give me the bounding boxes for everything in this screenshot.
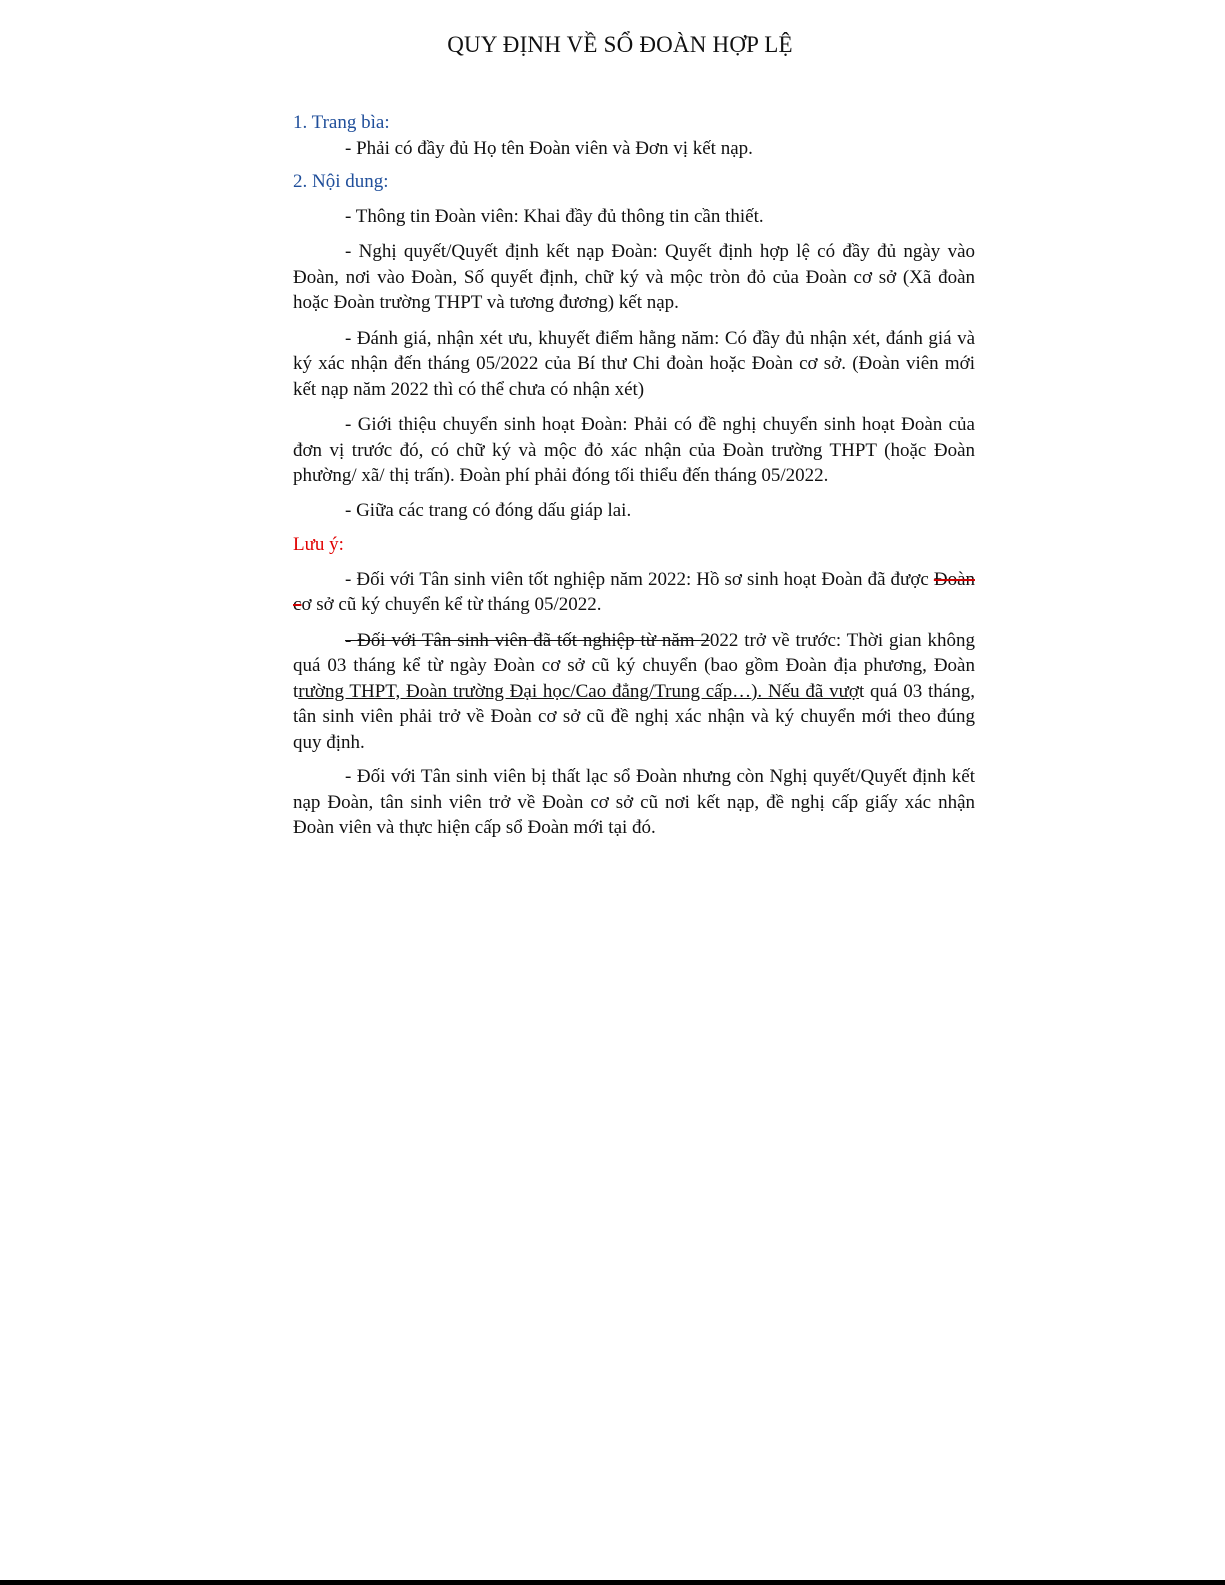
note2-strikethrough-text: - Đối với Tân sinh viên đã tốt nghiệp từ năm 2 [345, 629, 710, 651]
section-heading-cover: 1. Trang bìa: [293, 112, 390, 133]
note1-text-b: ơ sở cũ ký chuyển kể từ tháng 05/2022. [301, 594, 602, 615]
note1-text-a: - Đối với Tân sinh viên tốt nghiệp năm 2022: Hồ sơ sinh hoạt Đoàn đã được [345, 568, 934, 590]
content-paragraph-page-seal: - Giữa các trang có đóng dấu giáp lai. [345, 499, 632, 521]
note-paragraph-lost-book: - Đối với Tân sinh viên bị thất lạc sổ Đoàn nhưng còn Nghị quyết/Quyết định kết nạp Đoàn, tân sinh viên trở về Đoàn cơ sở cũ nơi kết nạp, đề nghị cấp giấy xác nhận Đoàn viên và thực hiện cấp sổ Đoàn mới tại đó. [293, 766, 975, 838]
note1-strikethrough-text: Đoàn c [293, 568, 975, 615]
document-body [293, 110, 975, 841]
content-paragraph-transfer: - Giới thiệu chuyển sinh hoạt Đoàn: Phải có đề nghị chuyển sinh hoạt Đoàn của đơn vị trước đó, có chữ ký và mộc đỏ xác nhận của Đoàn trường THPT (hoặc Đoàn phường/ xã/ thị trấn). Đoàn phí phải đóng tối thiểu đến tháng 05/2022. [293, 414, 975, 486]
note2-text-a: 022 trở về trước: Thời gian không quá 03 tháng kể từ ngày Đoàn cơ sở cũ ký chuyển (bao gồm Đoàn địa phương, Đoàn t [293, 629, 975, 702]
section-heading-content: 2. Nội dung: [293, 171, 389, 192]
cover-requirement: - Phải có đầy đủ Họ tên Đoàn viên và Đơn vị kết nạp. [345, 137, 753, 159]
document-title: QUY ĐỊNH VỀ SỔ ĐOÀN HỢP LỆ [447, 32, 793, 57]
note2-underlined-text: rường THPT, Đoàn trường Đại học/Cao đẳng/Trung cấp…). Nếu đã vượ [298, 680, 859, 702]
note-paragraph-2022-graduates [293, 567, 975, 618]
content-paragraph-annual-evaluation: - Đánh giá, nhận xét ưu, khuyết điểm hằng năm: Có đầy đủ nhận xét, đánh giá và ký xác nhận đến tháng 05/2022 của Bí thư Chi đoàn hoặc Đoàn cơ sở. (Đoàn viên mới kết nạp năm 2022 thì có thể chưa có nhận xét) [293, 327, 975, 400]
content-paragraph-admission-decision: - Nghị quyết/Quyết định kết nạp Đoàn: Quyết định hợp lệ có đầy đủ ngày vào Đoàn, nơi vào Đoàn, Số quyết định, chữ ký và mộc tròn đỏ của Đoàn cơ sở (Xã đoàn hoặc Đoàn trường THPT và tương đương) kết nạp. [293, 241, 975, 313]
content-paragraph-member-info: - Thông tin Đoàn viên: Khai đầy đủ thông tin cần thiết. [345, 205, 764, 227]
note2-text-b: t quá 03 tháng, tân sinh viên phải trở về Đoàn cơ sở cũ đề nghị xác nhận và ký chuyển mới theo đúng quy định. [293, 680, 975, 753]
note-paragraph-earlier-graduates [293, 628, 975, 756]
bottom-border [0, 1580, 1225, 1585]
note-heading: Lưu ý: [293, 534, 344, 555]
